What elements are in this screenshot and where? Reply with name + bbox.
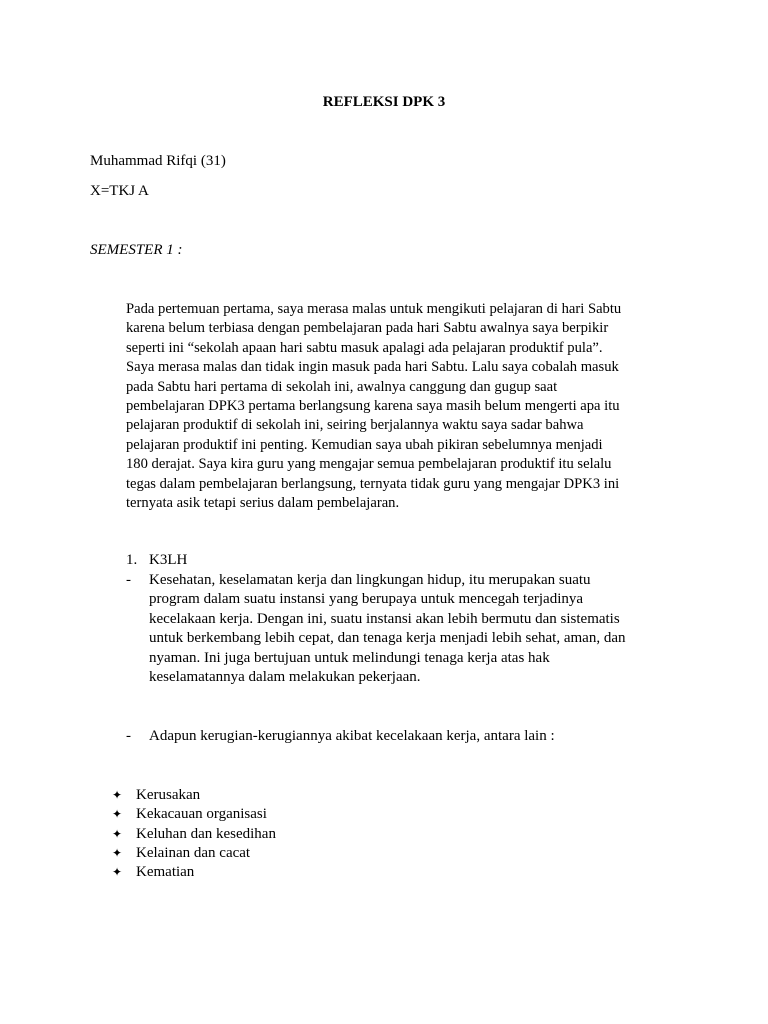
dash-marker: - [126, 728, 131, 744]
definition-line: Kesehatan, keselamatan kerja dan lingkungan hidup, itu merupakan suatu [149, 572, 591, 588]
paragraph-line: seperti ini “sekolah apaan hari sabtu masuk apalagi ada pelajaran produktif pula”. [126, 339, 603, 356]
class-label: X=TKJ A [90, 183, 149, 199]
paragraph-line: pembelajaran DPK3 pertama berlangsung karena saya masih belum mengerti apa itu [126, 398, 620, 415]
definition-line: nyaman. Ini juga bertujuan untuk melindungi tenaga kerja atas hak [149, 649, 550, 666]
definition-line: kecelakaan kerja. Dengan ini, suatu instansi akan lebih bermutu dan sistematis [149, 610, 620, 627]
paragraph-line: 180 derajat. Saya kira guru yang mengajar semua pembelajaran produktif itu selalu [126, 456, 612, 473]
section-title: K3LH [149, 552, 188, 568]
star-bullet-icon: ✦ [112, 845, 123, 860]
paragraph-line: tegas dalam pembelajaran berlangsung, ternyata tidak guru yang mengajar DPK3 ini [126, 475, 620, 492]
star-bullet-icon: ✦ [112, 865, 123, 880]
star-bullet-icon: ✦ [112, 788, 123, 802]
dash-marker: - [126, 572, 131, 588]
paragraph-line: pada Sabtu hari pertama di sekolah ini, awalnya canggung dan gugup saat [126, 378, 558, 395]
list-item-label: Kerusakan [136, 787, 201, 803]
losses-intro-text [149, 727, 649, 746]
author-name: Muhammad Rifqi (31) [90, 153, 226, 169]
paragraph-line: Pada pertemuan pertama, saya merasa malas untuk mengikuti pelajaran di hari Sabtu [126, 301, 622, 317]
paragraph-line: karena belum terbiasa dengan pembelajaran pada hari Sabtu awalnya saya berpikir [126, 320, 609, 337]
list-item-label: Keluhan dan kesedihan [136, 825, 276, 842]
definition-line: program dalam suatu instansi yang berupaya untuk mencegah terjadinya [149, 591, 584, 608]
paragraph-line: pelajaran produktif ini penting. Kemudian saya ubah pikiran sebelumnya menjadi [126, 436, 603, 453]
definition-line: keselamatannya dalam melakukan pekerjaan. [149, 669, 421, 686]
losses-intro-line: Adapun kerugian-kerugiannya akibat kecelakaan kerja, antara lain : [149, 728, 555, 744]
list-item-label: Kekacauan organisasi [136, 806, 267, 823]
intro-paragraph [126, 300, 646, 513]
section-number: 1. [126, 552, 138, 568]
star-bullet-icon: ✦ [112, 826, 123, 841]
list-item-label: Kelainan dan cacat [136, 844, 251, 861]
paragraph-line: ternyata asik tetapi serius dalam pembelajaran. [126, 495, 400, 512]
semester-heading: SEMESTER 1 : [90, 242, 183, 258]
star-bullet-icon: ✦ [112, 807, 123, 822]
document-title: REFLEKSI DPK 3 [322, 94, 446, 110]
list-item-label: Kematian [136, 864, 195, 881]
definition-line: untuk berkembang lebih cepat, dan tenaga kerja menjadi lebih sehat, aman, dan [149, 630, 626, 647]
paragraph-line: Saya merasa malas dan tidak ingin masuk pada hari Sabtu. Lalu saya cobalah masuk [126, 359, 619, 376]
section-heading-k3lh [126, 551, 187, 570]
definition-text [149, 571, 649, 687]
paragraph-line: pelajaran produktif di sekolah ini, seiring berjalannya waktu saya sadar bahwa [126, 417, 584, 434]
